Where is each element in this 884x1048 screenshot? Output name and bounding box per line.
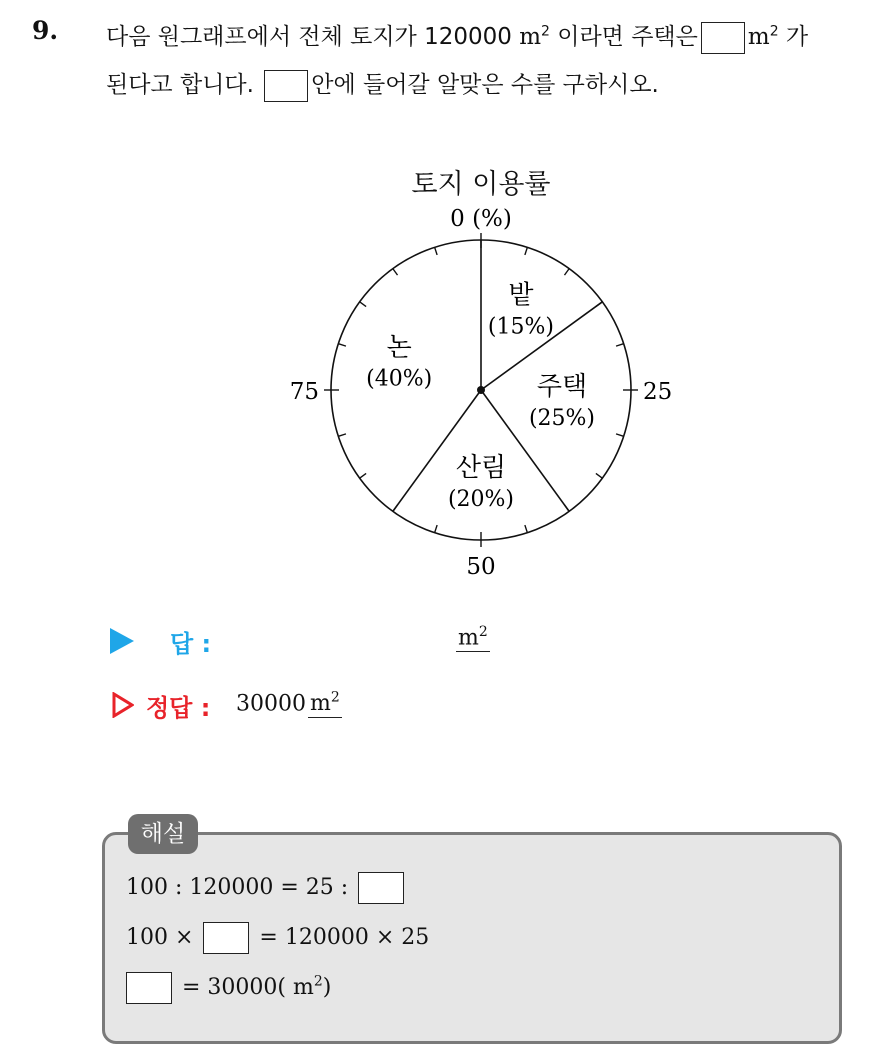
solution-tab: 해설	[128, 814, 198, 854]
unit-superscript: 2	[541, 23, 550, 40]
correct-answer-row	[110, 686, 610, 722]
pie-axis-tick-label: 25	[643, 379, 673, 405]
correct-answer-value-wrap	[236, 690, 342, 716]
chart-title: 토지 이용률	[411, 169, 551, 200]
unit-superscript-2: 2	[769, 23, 779, 40]
solution-proportion: 100 : 120000 = 25 :	[126, 875, 349, 900]
question-text-3: 안에 들어갈 알맞은 수를 구하시오.	[311, 72, 659, 98]
solution-result-close: )	[322, 975, 332, 1000]
answer-unit[interactable]	[456, 624, 490, 652]
play-triangle-icon	[110, 628, 134, 654]
pie-slice-percent: (20%)	[447, 487, 515, 512]
pie-axis-tick-label: 75	[289, 379, 319, 405]
question-text-2: 된다고 합니다.	[106, 72, 254, 98]
pie-slice-percent: (15%)	[487, 314, 554, 340]
pie-slice-name: 논	[386, 332, 412, 363]
solution-result: = 30000( m	[182, 975, 314, 1000]
question-text: 다음 원그래프에서 전체 토지가 120000	[106, 24, 512, 50]
pie-axis-tick-label: 0 (%)	[450, 206, 512, 232]
correct-answer-label: 정답 :	[146, 694, 211, 722]
pie-slice-name: 밭	[508, 280, 534, 311]
question-text-mid: 이라면 주택은	[557, 24, 698, 50]
correct-answer-unit	[308, 691, 342, 718]
solution-blank-1	[358, 872, 404, 904]
answer-blank-box[interactable]	[701, 22, 745, 54]
outline-triangle-icon	[112, 692, 134, 718]
pie-chart	[0, 150, 884, 580]
unit-m-2: m	[747, 24, 770, 50]
question-line-1	[106, 18, 808, 54]
solution-blank-3	[126, 972, 172, 1004]
answer-label: 답 :	[170, 630, 212, 658]
pie-slice-percent: (40%)	[366, 366, 433, 392]
correct-answer-value: 30000	[236, 691, 306, 717]
correct-answer-unit-m: m	[310, 691, 331, 717]
pie-slice-name: 주택	[536, 371, 588, 402]
unit-m: m	[519, 24, 542, 50]
solution-line-3	[126, 972, 331, 1004]
solution-line-2	[126, 922, 429, 954]
pie-axis-tick-label: 50	[466, 554, 496, 580]
pie-chart-container	[0, 150, 884, 580]
solution-result-sup: 2	[313, 973, 323, 990]
solution-blank-2	[203, 922, 249, 954]
solution-multiply-right: = 120000 × 25	[259, 925, 430, 950]
answer-unit-m: m	[458, 625, 479, 651]
correct-answer-unit-sup: 2	[330, 690, 340, 706]
solution-multiply-left: 100 ×	[126, 925, 194, 950]
solution-line-1	[126, 872, 407, 904]
pie-slice-name: 산림	[455, 453, 507, 483]
pie-slice-percent: (25%)	[528, 405, 596, 431]
question-text-end: 가	[785, 24, 809, 50]
question-line-2	[106, 66, 659, 102]
answer-row	[110, 622, 610, 658]
pie-center-dot	[477, 386, 485, 394]
answer-unit-sup: 2	[478, 624, 488, 640]
question-number: 9.	[32, 16, 59, 45]
blank-box-reference	[264, 70, 308, 102]
